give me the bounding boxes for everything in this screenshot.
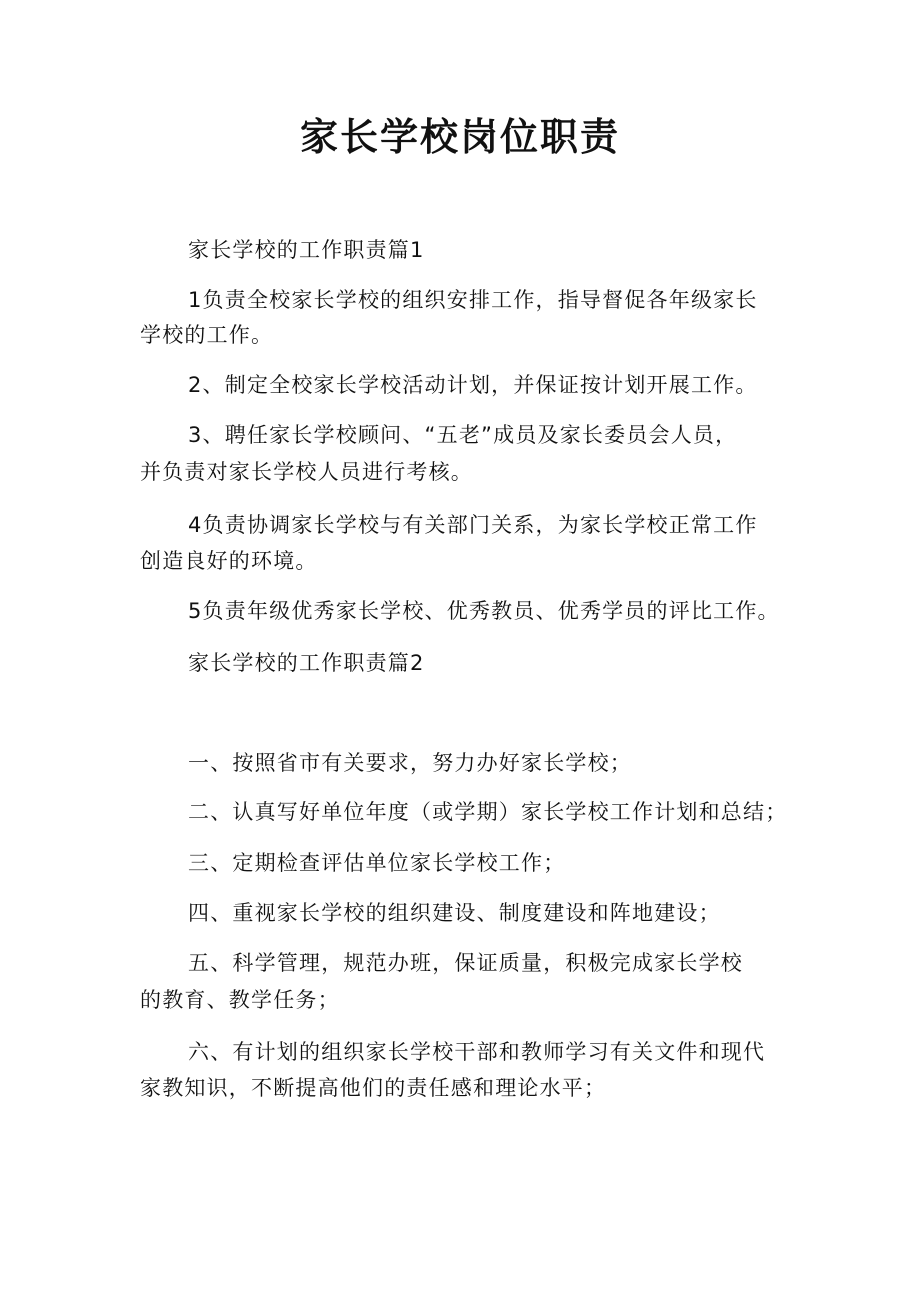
item-6-line-2: 家教知识，不断提高他们的责任感和理论水平； bbox=[140, 1076, 607, 1100]
item-6-line-1: 六、有计划的组织家长学校干部和教师学习有关文件和现代 bbox=[188, 1040, 766, 1064]
section-heading-2: 家长学校的工作职责篇2 bbox=[188, 651, 425, 675]
section-heading-1: 家长学校的工作职责篇1 bbox=[188, 238, 425, 262]
paragraph-4-line-2: 创造良好的环境。 bbox=[140, 549, 318, 573]
paragraph-4-line-1: 4负责协调家长学校与有关部门关系，为家长学校正常工作 bbox=[188, 513, 758, 537]
item-5-line-1: 五、科学管理，规范办班，保证质量，积极完成家长学校 bbox=[188, 951, 743, 975]
item-4: 四、重视家长学校的组织建设、制度建设和阵地建设； bbox=[188, 901, 721, 925]
paragraph-2: 2、制定全校家长学校活动计划，并保证按计划开展工作。 bbox=[188, 373, 758, 397]
document-title: 家长学校岗位职责 bbox=[299, 115, 620, 159]
item-2: 二、认真写好单位年度（或学期）家长学校工作计划和总结； bbox=[188, 800, 788, 824]
paragraph-3-line-1: 3、聘任家长学校顾问、“五老”成员及家长委员会人员， bbox=[188, 423, 738, 447]
paragraph-1-line-2: 学校的工作。 bbox=[140, 323, 274, 347]
paragraph-1-line-1: 1负责全校家长学校的组织安排工作，指导督促各年级家长 bbox=[188, 288, 758, 312]
item-5-line-2: 的教育、教学任务； bbox=[140, 988, 340, 1012]
item-1: 一、按照省市有关要求，努力办好家长学校； bbox=[188, 751, 632, 775]
paragraph-3-line-2: 并负责对家长学校人员进行考核。 bbox=[140, 460, 473, 484]
item-3: 三、定期检查评估单位家长学校工作； bbox=[188, 851, 566, 875]
paragraph-5: 5负责年级优秀家长学校、优秀教员、优秀学员的评比工作。 bbox=[188, 599, 780, 623]
